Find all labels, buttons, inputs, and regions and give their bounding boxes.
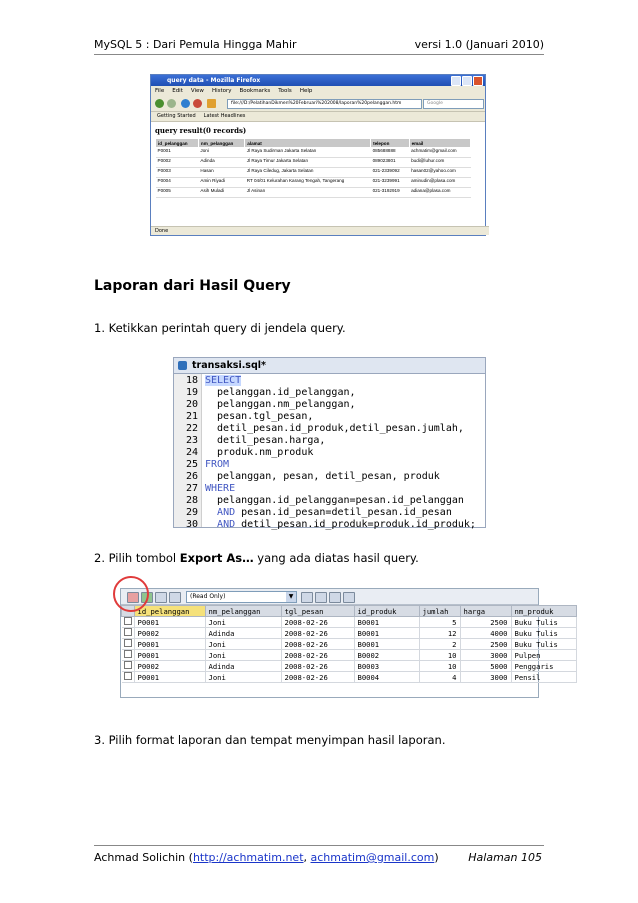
footer-separator: ,: [303, 851, 311, 864]
grid-cell-jumlah[interactable]: 10: [419, 650, 460, 661]
code-line: [174, 483, 476, 495]
code-text: pelanggan.id_pelanggan=pesan.id_pelanggan: [205, 495, 464, 506]
keyword-and: AND: [217, 519, 236, 530]
window-buttons: [451, 76, 483, 86]
grid-cell-nm_produk[interactable]: Penggaris: [511, 661, 576, 672]
grid-cell-tgl_pesan[interactable]: 2008-02-26: [281, 617, 354, 628]
line-number: 30: [185, 519, 198, 530]
grid-cell-nm_pelanggan[interactable]: Adinda: [205, 628, 281, 639]
grid-cell-harga[interactable]: 3000: [460, 650, 511, 661]
read-only-select[interactable]: [186, 591, 297, 603]
line-number: 26: [185, 471, 198, 482]
grid-cell-nm_produk[interactable]: Pulpen: [511, 650, 576, 661]
grid-cell-id_pelanggan[interactable]: P0002: [134, 628, 205, 639]
sql-editor-screenshot: [173, 357, 486, 528]
row-checkbox[interactable]: [122, 617, 135, 628]
cell-telepon: 085688888: [371, 148, 410, 158]
cell-alamat: Jl Raya Sudirman Jakarta Selatan: [245, 148, 371, 158]
code-line: [174, 423, 476, 435]
grid-cell-tgl_pesan[interactable]: 2008-02-26: [281, 672, 354, 683]
back-icon[interactable]: [155, 99, 164, 108]
grid-cell-tgl_pesan[interactable]: 2008-02-26: [281, 661, 354, 672]
stop-icon[interactable]: [193, 99, 202, 108]
footer-email-link[interactable]: achmatim@gmail.com: [310, 851, 435, 864]
line-number: 27: [185, 483, 198, 494]
bookmark-getting-started[interactable]: Getting Started: [157, 113, 196, 119]
query-result-table: [155, 138, 471, 198]
grid-column-jumlah[interactable]: jumlah: [419, 606, 460, 617]
grid-row[interactable]: [122, 650, 577, 661]
grid-row[interactable]: [122, 672, 577, 683]
cell-nm_pelanggan: Adinda: [198, 158, 244, 168]
result-grid-screenshot: [120, 588, 558, 698]
grid-cell-tgl_pesan[interactable]: 2008-02-26: [281, 650, 354, 661]
grid-cell-jumlah[interactable]: 10: [419, 661, 460, 672]
navigation-bar: [151, 96, 485, 112]
page-content: [151, 122, 485, 222]
grid-tool-2-icon[interactable]: [315, 592, 327, 603]
code-text: pelanggan.id_pelanggan,: [205, 387, 356, 398]
column-header-nm_pelanggan: nm_pelanggan: [198, 139, 244, 148]
home-icon[interactable]: [207, 99, 216, 108]
cell-email: hasan02@yahoo.com: [409, 168, 470, 178]
grid-cell-harga[interactable]: 3000: [460, 672, 511, 683]
line-number: 19: [185, 387, 198, 398]
step-2-pre: 2. Pilih tombol: [94, 551, 180, 565]
grid-cell-id_pelanggan[interactable]: P0001: [134, 617, 205, 628]
section-title: Laporan dari Hasil Query: [94, 278, 291, 294]
grid-tool-3-icon[interactable]: [329, 592, 341, 603]
cell-nm_pelanggan: Hasan: [198, 168, 244, 178]
cell-id_pelanggan: P0001: [156, 148, 199, 158]
grid-row[interactable]: [122, 617, 577, 628]
grid-column-harga[interactable]: harga: [460, 606, 511, 617]
checkbox-icon[interactable]: [124, 639, 132, 647]
line-number: 25: [185, 459, 198, 470]
grid-cell-nm_pelanggan[interactable]: Joni: [205, 639, 281, 650]
cell-email: adiana@plasa.com: [409, 188, 470, 198]
grid-tool-4-icon[interactable]: [343, 592, 355, 603]
checkbox-icon[interactable]: [124, 617, 132, 625]
cell-telepon: 021-3192919: [371, 188, 410, 198]
grid-cell-jumlah[interactable]: 12: [419, 628, 460, 639]
checkbox-icon[interactable]: [124, 672, 132, 680]
menu-item-view[interactable]: View: [190, 88, 204, 94]
row-checkbox[interactable]: [122, 650, 135, 661]
header-rule: [94, 54, 544, 55]
code-line: [174, 459, 476, 471]
cell-alamat: RT 04/01 Kelurahan Karang Tengah, Tangerang: [245, 178, 371, 188]
checkbox-icon[interactable]: [124, 628, 132, 636]
footer-rule: [94, 845, 544, 846]
maximize-icon[interactable]: [462, 76, 472, 86]
minimize-icon[interactable]: [451, 76, 461, 86]
column-header-telepon: telepon: [371, 139, 410, 148]
code-text: AND detil_pesan.id_produk=produk.id_produk;: [217, 519, 476, 530]
table-row: [156, 178, 471, 188]
grid-cell-tgl_pesan[interactable]: 2008-02-26: [281, 628, 354, 639]
cell-alamat: Jl Asinan: [245, 188, 371, 198]
window-title: query data - Mozilla Firefox: [167, 77, 261, 84]
cell-id_pelanggan: P0002: [156, 158, 199, 168]
grid-cell-harga[interactable]: 4000: [460, 628, 511, 639]
grid-cell-id_produk[interactable]: B0002: [354, 650, 419, 661]
row-checkbox[interactable]: [122, 639, 135, 650]
menu-item-history[interactable]: History: [211, 88, 232, 94]
row-checkbox[interactable]: [122, 628, 135, 639]
table-row: [156, 158, 471, 168]
line-number: 29: [185, 507, 198, 518]
line-number: 28: [185, 495, 198, 506]
cell-alamat: Jl Raya Timur Jakarta Selatan: [245, 158, 371, 168]
grid-cell-nm_pelanggan[interactable]: Joni: [205, 650, 281, 661]
cell-alamat: Jl Raya Ciledug, Jakarta Selatan: [245, 168, 371, 178]
grid-cell-nm_produk[interactable]: Pensil: [511, 672, 576, 683]
grid-cell-nm_pelanggan[interactable]: Joni: [205, 672, 281, 683]
grid-cell-harga[interactable]: 2500: [460, 617, 511, 628]
grid-cell-id_pelanggan[interactable]: P0001: [134, 639, 205, 650]
code-line: [174, 435, 476, 447]
grid-row[interactable]: [122, 639, 577, 650]
menu-item-edit[interactable]: Edit: [172, 88, 183, 94]
export-as-label: Export As…: [179, 551, 254, 565]
cell-nm_pelanggan: Asih Muladi: [198, 188, 244, 198]
bookmarks-bar: [151, 112, 485, 122]
grid-row[interactable]: [122, 661, 577, 672]
page-number: Halaman 105: [468, 851, 542, 864]
code-text: WHERE: [205, 483, 236, 494]
step-1: 1. Ketikkan perintah query di jendela query.: [94, 321, 346, 335]
chevron-down-icon[interactable]: ▼: [286, 592, 296, 602]
code-line: [174, 495, 476, 507]
menu-item-help[interactable]: Help: [299, 88, 313, 94]
footer-close: ): [434, 851, 439, 864]
grid-toolbar: [121, 589, 538, 605]
grid-cell-harga[interactable]: 5000: [460, 661, 511, 672]
line-number: 20: [185, 399, 198, 410]
code-line: [174, 387, 476, 399]
footer-author-name: Achmad Solichin (: [94, 851, 193, 864]
checkbox-icon[interactable]: [124, 650, 132, 658]
table-row: [156, 168, 471, 178]
step-3: 3. Pilih format laporan dan tempat menyimpan hasil laporan.: [94, 733, 446, 747]
cell-nm_pelanggan: Amin Riyadi: [198, 178, 244, 188]
cell-nm_pelanggan: Joni: [198, 148, 244, 158]
header-right: versi 1.0 (Januari 2010): [414, 38, 544, 51]
sql-file-icon: [178, 361, 187, 370]
grid-cell-id_pelanggan[interactable]: P0001: [134, 672, 205, 683]
line-number: 18: [185, 375, 198, 386]
line-number: 24: [185, 447, 198, 458]
grid-cell-nm_pelanggan[interactable]: Joni: [205, 617, 281, 628]
grid-cell-id_pelanggan[interactable]: P0002: [134, 661, 205, 672]
code-text: pesan.tgl_pesan,: [205, 411, 314, 422]
url-input[interactable]: file:///D:/PelatihanDikmen%20Februari%202008/laporan%20pelanggan.htm: [227, 99, 422, 109]
grid-tool-1-icon[interactable]: [301, 592, 313, 603]
row-checkbox[interactable]: [122, 661, 135, 672]
column-header-alamat: alamat: [245, 139, 371, 148]
query-title: query result(0 records): [155, 126, 247, 135]
grid-cell-id_produk[interactable]: B0001: [354, 617, 419, 628]
grid-cell-jumlah[interactable]: 5: [419, 617, 460, 628]
menu-item-bookmarks[interactable]: Bookmarks: [239, 88, 271, 94]
grid-cell-nm_produk[interactable]: Buku Tulis: [511, 628, 576, 639]
forward-icon[interactable]: [167, 99, 176, 108]
code-line: [174, 399, 476, 411]
grid-cell-nm_produk[interactable]: Buku Tulis: [511, 639, 576, 650]
line-number: 21: [185, 411, 198, 422]
code-text: pelanggan.nm_pelanggan,: [205, 399, 356, 410]
footer-url-link[interactable]: http://achmatim.net: [192, 851, 304, 864]
code-line: [174, 471, 476, 483]
reload-icon[interactable]: [181, 99, 190, 108]
code-text: detil_pesan.id_produk,detil_pesan.jumlah,: [205, 423, 464, 434]
code-text: SELECT: [205, 375, 242, 386]
cell-id_pelanggan: P0003: [156, 168, 199, 178]
bookmark-latest-headlines[interactable]: Latest Headlines: [203, 113, 246, 119]
code-line: [174, 447, 476, 459]
close-icon[interactable]: [473, 76, 483, 86]
save-grid-icon[interactable]: [155, 592, 167, 603]
footer-author: [94, 851, 439, 864]
code-line: [174, 411, 476, 423]
step-2: [94, 551, 419, 565]
code-line: [174, 519, 476, 531]
cell-email: achmatim@gmail.com: [409, 148, 470, 158]
grid-cell-id_produk[interactable]: B0004: [354, 672, 419, 683]
code-lines: [174, 375, 476, 531]
menu-item-file[interactable]: File: [155, 88, 165, 94]
column-header-email: email: [409, 139, 470, 148]
code-line: [174, 507, 476, 519]
checkbox-icon[interactable]: [124, 661, 132, 669]
result-grid-table: [121, 605, 577, 683]
read-only-value: (Read Only): [190, 593, 226, 600]
grid-column-id_pelanggan[interactable]: id_pelanggan: [134, 606, 205, 617]
menu-bar: [151, 86, 485, 96]
grid-cell-id_produk[interactable]: B0001: [354, 639, 419, 650]
grid-cell-id_produk[interactable]: B0003: [354, 661, 419, 672]
code-line: [174, 375, 476, 387]
code-text: detil_pesan.harga,: [205, 435, 326, 446]
firefox-screenshot: [150, 74, 486, 236]
code-text: AND pesan.id_pesan=detil_pesan.id_pesan: [217, 507, 452, 518]
cell-email: budi@luhur.com: [409, 158, 470, 168]
grid-column-nm_pelanggan[interactable]: nm_pelanggan: [205, 606, 281, 617]
line-number: 22: [185, 423, 198, 434]
cell-id_pelanggan: P0004: [156, 178, 199, 188]
status-bar: Done: [151, 226, 489, 235]
menu-item-tools[interactable]: Tools: [278, 88, 292, 94]
table-row: [156, 148, 471, 158]
column-header-id_pelanggan: id_pelanggan: [156, 139, 199, 148]
grid-cell-jumlah[interactable]: 2: [419, 639, 460, 650]
code-text: pelanggan, pesan, detil_pesan, produk: [205, 471, 440, 482]
grid-cell-nm_produk[interactable]: Buku Tulis: [511, 617, 576, 628]
grid-column-nm_produk[interactable]: nm_produk: [511, 606, 576, 617]
grid-row[interactable]: [122, 628, 577, 639]
highlight-circle: [113, 576, 149, 612]
cell-telepon: 089023801: [371, 158, 410, 168]
grid-cell-nm_pelanggan[interactable]: Adinda: [205, 661, 281, 672]
code-text: produk.nm_produk: [205, 447, 314, 458]
grid-cell-id_produk[interactable]: B0001: [354, 628, 419, 639]
grid-column-id_produk[interactable]: id_produk: [354, 606, 419, 617]
grid-cell-jumlah[interactable]: 4: [419, 672, 460, 683]
cell-telepon: 021-2339092: [371, 168, 410, 178]
header-left: MySQL 5 : Dari Pemula Hingga Mahir: [94, 38, 297, 51]
search-input[interactable]: Google: [423, 99, 484, 109]
grid-cell-harga[interactable]: 2500: [460, 639, 511, 650]
window-titlebar: [151, 75, 485, 86]
cell-telepon: 021-3239991: [371, 178, 410, 188]
editor-tab: [174, 358, 485, 374]
grid-column-tgl_pesan[interactable]: tgl_pesan: [281, 606, 354, 617]
editor-tab-label: transaksi.sql*: [192, 360, 266, 371]
cell-id_pelanggan: P0005: [156, 188, 199, 198]
table-row: [156, 188, 471, 198]
grid-cell-tgl_pesan[interactable]: 2008-02-26: [281, 639, 354, 650]
code-text: FROM: [205, 459, 230, 470]
row-checkbox[interactable]: [122, 672, 135, 683]
layout-icon[interactable]: [169, 592, 181, 603]
step-2-post: yang ada diatas hasil query.: [253, 551, 419, 565]
keyword-and: AND: [217, 507, 236, 518]
line-number: 23: [185, 435, 198, 446]
cell-email: aminudin@plasa.com: [409, 178, 470, 188]
grid-cell-id_pelanggan[interactable]: P0001: [134, 650, 205, 661]
